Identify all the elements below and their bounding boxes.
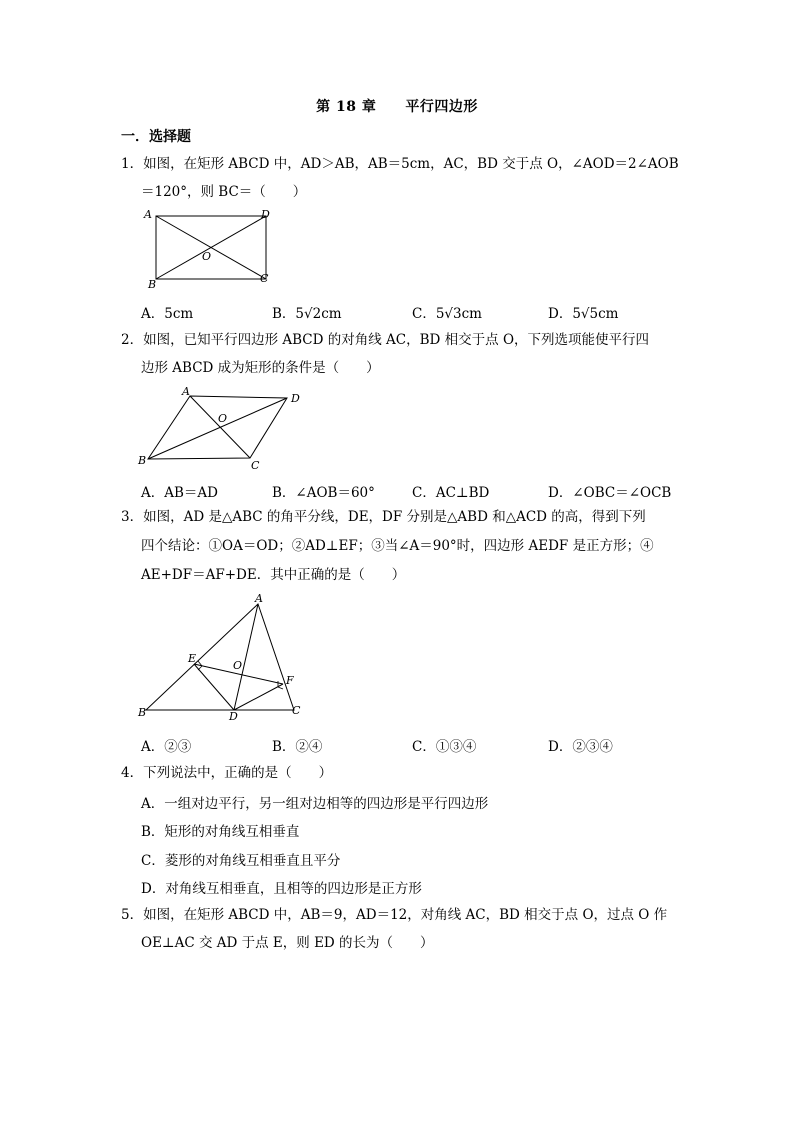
q3-option-c[interactable]: C．①③④ bbox=[412, 739, 477, 755]
q1-label-d: D bbox=[261, 208, 270, 221]
q2-line1: 2．如图，已知平行四边形 ABCD 的对角线 AC，BD 相交于点 O，下列选项能使平行四 bbox=[121, 332, 650, 348]
q2-label-d: D bbox=[291, 392, 300, 405]
q4-choice-a[interactable]: A．一组对边平行，另一组对边相等的四边形是平行四边形 bbox=[141, 796, 489, 812]
q4-choice-d[interactable]: D．对角线互相垂直，且相等的四边形是正方形 bbox=[141, 881, 422, 897]
q2-option-a[interactable]: A．AB＝AD bbox=[141, 485, 218, 501]
q4-line1: 4．下列说法中，正确的是（ ） bbox=[121, 765, 333, 781]
q1-option-d[interactable]: D．5√5cm bbox=[548, 306, 619, 322]
q3-figure-triangle bbox=[136, 592, 316, 728]
q2-label-o: O bbox=[218, 412, 228, 425]
q3-line1: 3．如图，AD 是△ABC 的角平分线，DE，DF 分别是△ABD 和△ACD 的高，得到下列 bbox=[121, 509, 646, 525]
q1-label-c: C bbox=[260, 272, 269, 285]
q1-option-c[interactable]: C．5√3cm bbox=[412, 306, 482, 322]
q1-line1: 1．如图，在矩形 ABCD 中，AD＞AB，AB＝5cm，AC，BD 交于点 O，∠AOD＝2∠AOB bbox=[121, 156, 679, 172]
q2-option-c[interactable]: C．AC⊥BD bbox=[412, 485, 490, 501]
q3-label-a: A bbox=[255, 592, 263, 605]
q3-label-c: C bbox=[292, 704, 301, 717]
q3-option-b[interactable]: B．②④ bbox=[272, 739, 323, 755]
q1-label-b: B bbox=[148, 278, 157, 291]
q1-figure-rectangle bbox=[138, 204, 278, 298]
q3-option-d[interactable]: D．②③④ bbox=[548, 739, 613, 755]
q3-label-b: B bbox=[138, 706, 147, 719]
q5-line1: 5．如图，在矩形 ABCD 中，AB＝9，AD＝12，对角线 AC，BD 相交于点 O，过点 O 作 bbox=[121, 907, 668, 923]
q3-line2: 四个结论：①OA＝OD；②AD⊥EF；③当∠A＝90°时，四边形 AEDF 是正方形；④ bbox=[141, 538, 654, 554]
q1-option-b[interactable]: B．5√2cm bbox=[272, 306, 342, 322]
q4-choice-b[interactable]: B．矩形的对角线互相垂直 bbox=[141, 824, 300, 840]
q4-choice-c[interactable]: C．菱形的对角线互相垂直且平分 bbox=[141, 853, 341, 869]
q2-line2: 边形 ABCD 成为矩形的条件是（ ） bbox=[141, 360, 380, 376]
q2-label-b: B bbox=[138, 454, 147, 467]
q3-line3: AE+DF＝AF+DE．其中正确的是（ ） bbox=[141, 567, 406, 583]
q1-label-o: O bbox=[202, 250, 212, 263]
q1-option-a[interactable]: A．5cm bbox=[141, 306, 194, 322]
q2-figure-parallelogram bbox=[132, 382, 312, 478]
q2-option-d[interactable]: D．∠OBC＝∠OCB bbox=[548, 485, 672, 501]
q2-label-a: A bbox=[182, 385, 190, 398]
q3-label-e: E bbox=[188, 652, 197, 665]
chapter-title: 第 18 章 平行四边形 bbox=[316, 99, 478, 115]
q5-line2: OE⊥AC 交 AD 于点 E，则 ED 的长为（ ） bbox=[141, 935, 434, 951]
q3-label-o: O bbox=[233, 659, 243, 672]
q1-line2: ＝120°，则 BC＝（ ） bbox=[141, 184, 307, 200]
q3-label-f: F bbox=[286, 674, 294, 687]
q2-label-c: C bbox=[251, 459, 260, 472]
q2-option-b[interactable]: B．∠AOB＝60° bbox=[272, 485, 375, 501]
q3-option-a[interactable]: A．②③ bbox=[141, 739, 192, 755]
q3-label-d: D bbox=[229, 710, 238, 723]
q1-label-a: A bbox=[144, 208, 152, 221]
section-heading: 一．选择题 bbox=[121, 129, 191, 145]
